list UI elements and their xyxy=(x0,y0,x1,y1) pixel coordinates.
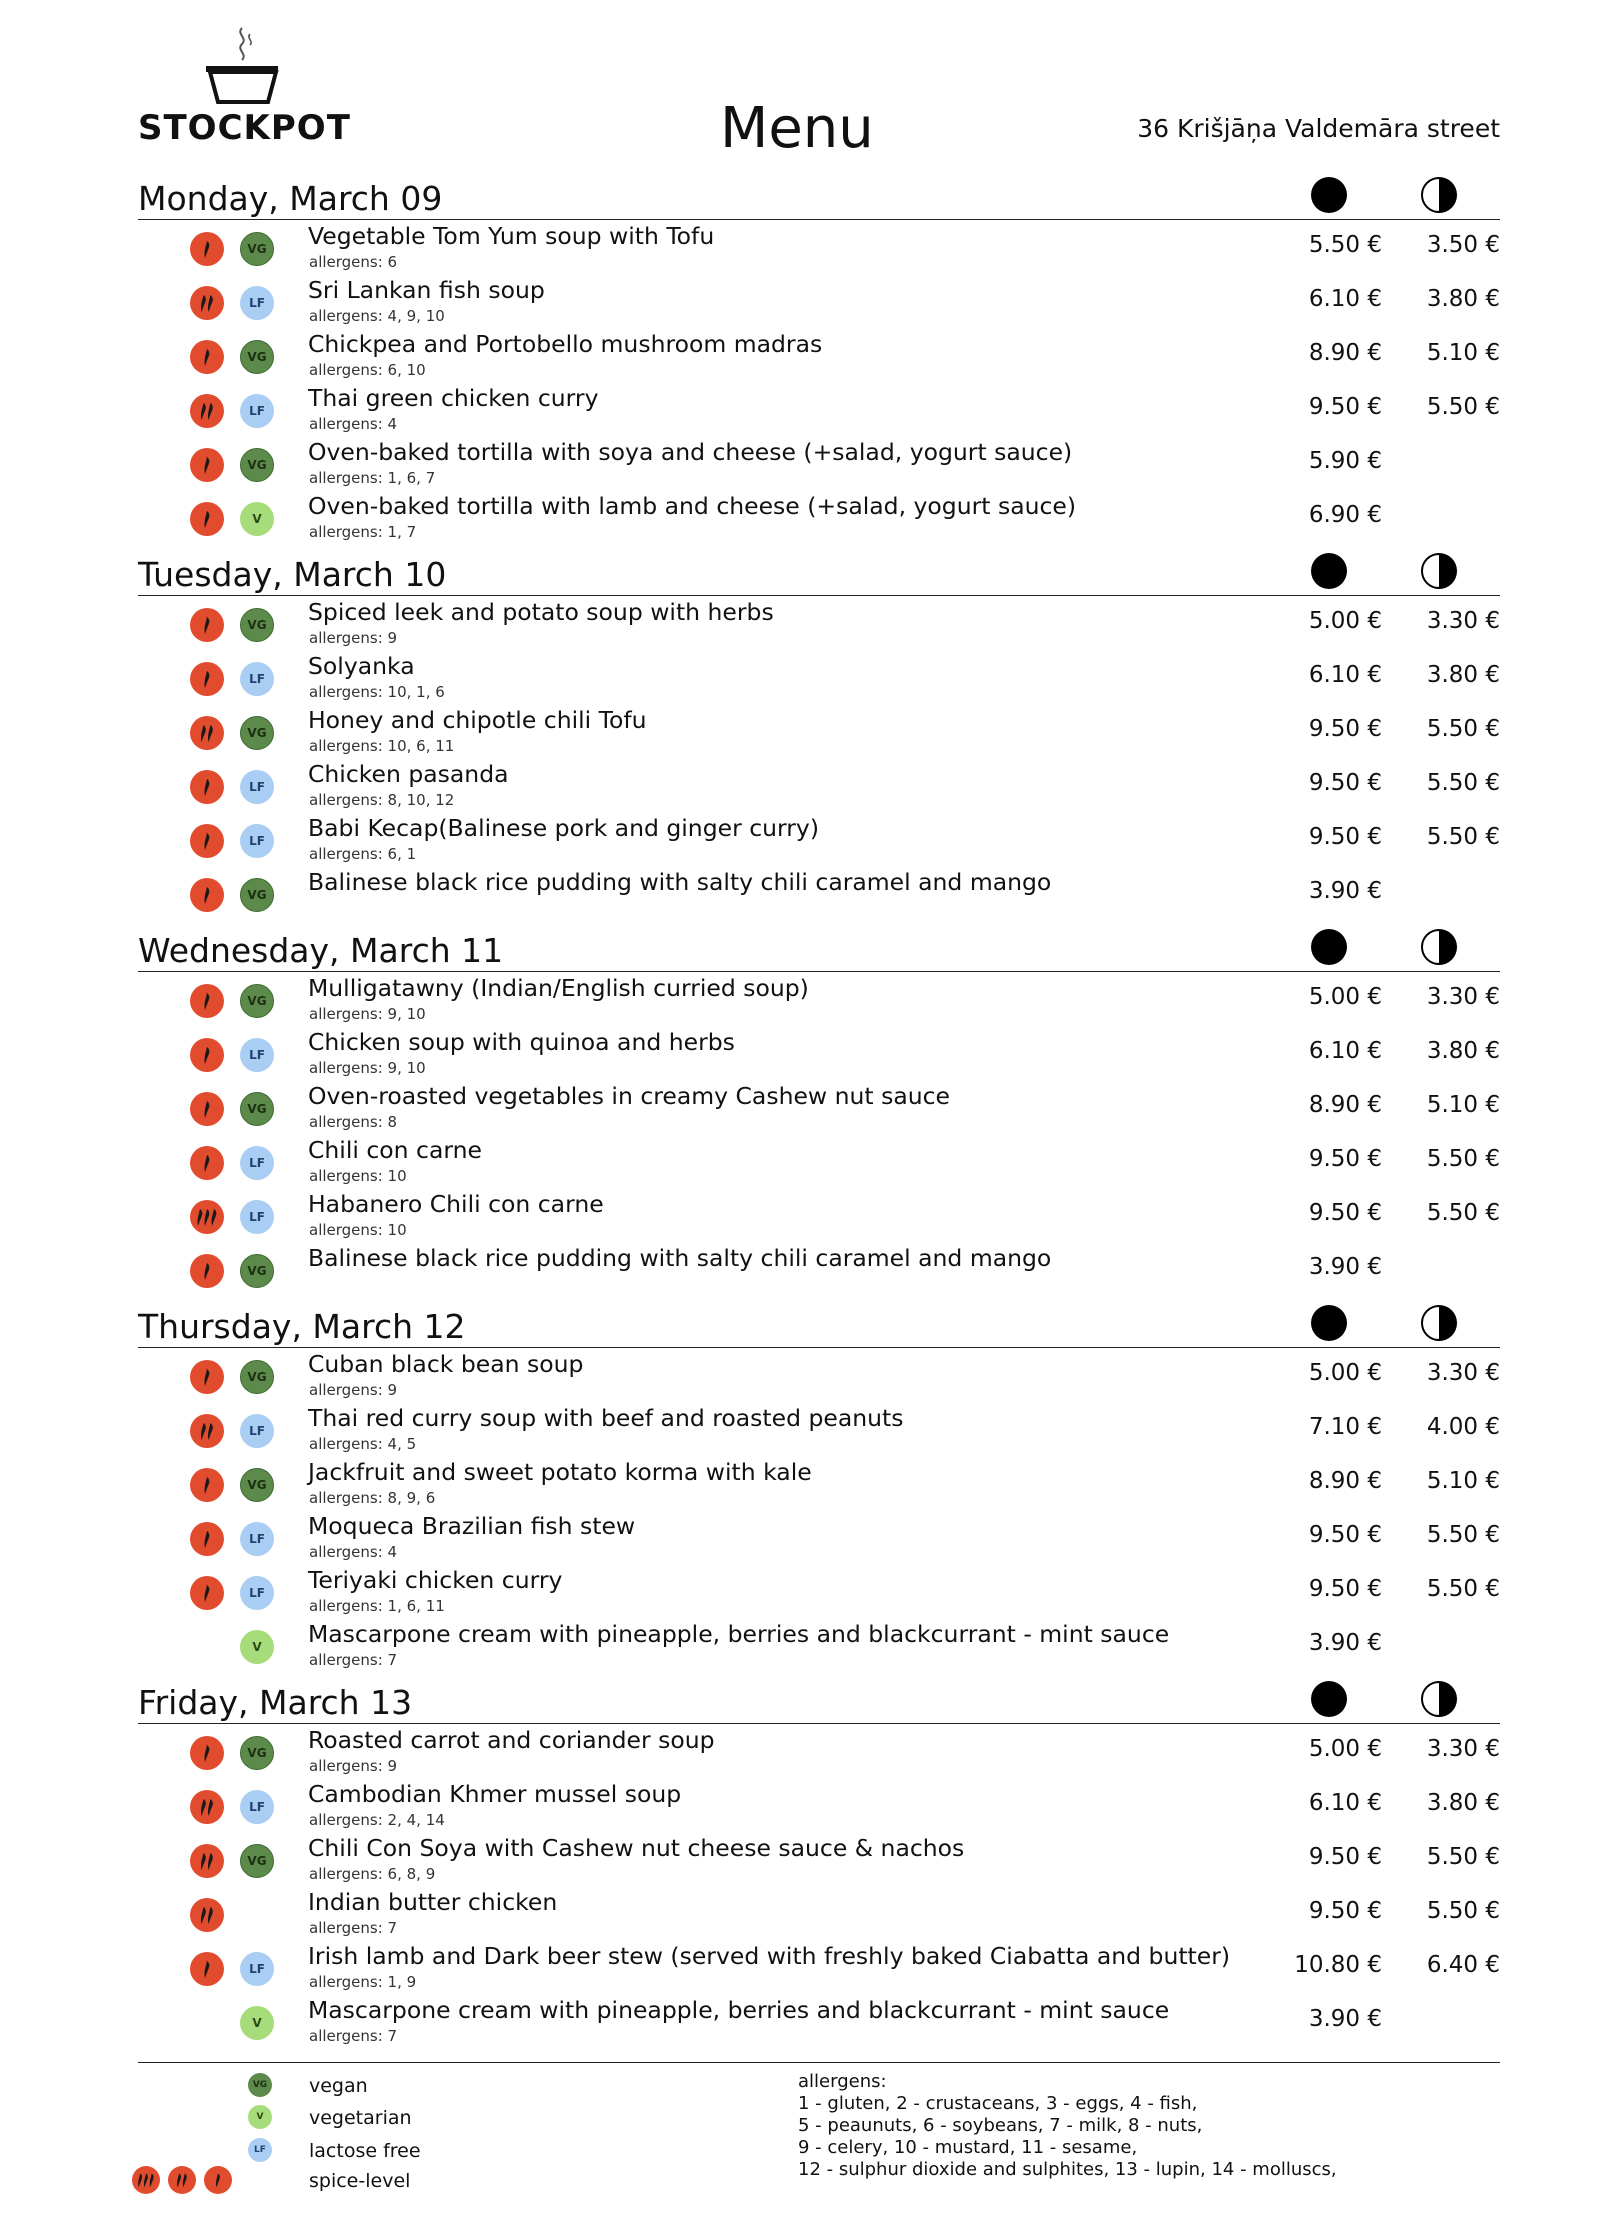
dish-name: Chili Con Soya with Cashew nut cheese sauce & nachos xyxy=(308,1834,965,1862)
chili-pepper-icon xyxy=(190,1468,224,1502)
dish-allergens: allergens: 7 xyxy=(309,1651,398,1669)
lactose-free-badge-icon: LF xyxy=(240,1414,274,1448)
menu-item xyxy=(138,1510,1500,1564)
lactose-free-badge-icon: LF xyxy=(240,1952,274,1986)
dish-name: Oven-baked tortilla with soya and cheese (+salad, yogurt sauce) xyxy=(308,438,1073,466)
chili-pepper-icon xyxy=(190,448,224,482)
price-half-portion: 5.50 € xyxy=(1426,1898,1500,1924)
dish-allergens: allergens: 6, 10 xyxy=(309,361,426,379)
menu-item xyxy=(138,1618,1500,1672)
chili-pepper-icon xyxy=(190,1254,224,1288)
dish-name: Mascarpone cream with pineapple, berries and blackcurrant - mint sauce xyxy=(308,1996,1170,2024)
legend-lactose-free xyxy=(138,2136,538,2166)
allergen-key xyxy=(798,2071,1337,2181)
price-full-portion: 6.10 € xyxy=(1308,1038,1382,1064)
vegan-badge-icon: VG xyxy=(240,1254,274,1288)
price-full-portion: 6.10 € xyxy=(1308,286,1382,312)
lactose-free-badge-icon: LF xyxy=(240,824,274,858)
price-half-portion: 4.00 € xyxy=(1426,1414,1500,1440)
dish-allergens: allergens: 8, 9, 6 xyxy=(309,1489,436,1507)
chili-pepper-icon xyxy=(190,502,224,536)
day-title: Friday, March 13 xyxy=(138,1683,413,1722)
vegan-badge-icon: VG xyxy=(240,232,274,266)
menu-item xyxy=(138,1724,1500,1778)
dish-allergens: allergens: 1, 6, 11 xyxy=(309,1597,445,1615)
vegetarian-badge-icon: V xyxy=(240,2006,274,2040)
menu-item xyxy=(138,1080,1500,1134)
chili-pepper-icon xyxy=(190,608,224,642)
chili-pepper-icon xyxy=(190,1898,224,1932)
chili-pepper-icon xyxy=(190,984,224,1018)
day-section xyxy=(138,165,1500,541)
chili-pepper-icon xyxy=(190,878,224,912)
lactose-free-badge-icon: LF xyxy=(248,2138,272,2162)
dish-name: Irish lamb and Dark beer stew (served with freshly baked Ciabatta and butter) xyxy=(308,1942,1231,1970)
dish-allergens: allergens: 2, 4, 14 xyxy=(309,1811,445,1829)
dish-allergens: allergens: 10, 6, 11 xyxy=(309,737,455,755)
dish-allergens: allergens: 6 xyxy=(309,253,398,271)
chili-pepper-icon xyxy=(190,1522,224,1556)
dish-allergens: allergens: 1, 9 xyxy=(309,1973,417,1991)
chili-pepper-icon xyxy=(190,286,224,320)
dish-name: Cuban black bean soup xyxy=(308,1350,584,1378)
dish-name: Thai green chicken curry xyxy=(308,384,599,412)
menu-item xyxy=(138,1026,1500,1080)
allergen-key-title: allergens: xyxy=(798,2071,887,2092)
half-moon-icon xyxy=(1421,553,1457,589)
chili-pepper-icon xyxy=(190,824,224,858)
full-moon-icon xyxy=(1311,1305,1347,1341)
dish-allergens: allergens: 9, 10 xyxy=(309,1005,426,1023)
dish-allergens: allergens: 1, 6, 7 xyxy=(309,469,436,487)
menu-item xyxy=(138,328,1500,382)
dish-name: Chicken soup with quinoa and herbs xyxy=(308,1028,735,1056)
price-full-portion: 3.90 € xyxy=(1308,878,1382,904)
chili-pepper-icon xyxy=(190,1038,224,1072)
chili-pepper-icon xyxy=(190,1736,224,1770)
vegan-badge-icon: VG xyxy=(240,448,274,482)
menu-item xyxy=(138,1778,1500,1832)
dish-name: Vegetable Tom Yum soup with Tofu xyxy=(308,222,715,250)
full-moon-icon xyxy=(1311,1681,1347,1717)
day-header xyxy=(138,165,1500,220)
legend-vegan-label: vegan xyxy=(309,2075,368,2097)
menu-item xyxy=(138,812,1500,866)
vegan-badge-icon: VG xyxy=(240,1468,274,1502)
menu-item xyxy=(138,866,1500,920)
price-half-portion: 5.50 € xyxy=(1426,1146,1500,1172)
legend-vegan xyxy=(138,2071,538,2101)
dish-allergens: allergens: 4 xyxy=(309,1543,398,1561)
chili-pepper-icon xyxy=(190,662,224,696)
dish-name: Solyanka xyxy=(308,652,415,680)
price-full-portion: 5.90 € xyxy=(1308,448,1382,474)
lactose-free-badge-icon: LF xyxy=(240,394,274,428)
price-full-portion: 9.50 € xyxy=(1308,1898,1382,1924)
chili-pepper-icon xyxy=(190,1576,224,1610)
menu-item xyxy=(138,1886,1500,1940)
half-moon-icon xyxy=(1421,929,1457,965)
price-full-portion: 10.80 € xyxy=(1294,1952,1382,1978)
chili-pepper-icon xyxy=(190,1952,224,1986)
chili-pepper-icon xyxy=(190,1200,224,1234)
dish-allergens: allergens: 7 xyxy=(309,2027,398,2045)
dish-allergens: allergens: 9 xyxy=(309,629,398,647)
dish-name: Mascarpone cream with pineapple, berries and blackcurrant - mint sauce xyxy=(308,1620,1170,1648)
dish-name: Roasted carrot and coriander soup xyxy=(308,1726,715,1754)
allergen-key-line: 5 - peaunuts, 6 - soybeans, 7 - milk, 8 - nuts, xyxy=(798,2115,1203,2136)
price-full-portion: 9.50 € xyxy=(1308,394,1382,420)
half-moon-icon xyxy=(1421,177,1457,213)
legend-vegetarian-label: vegetarian xyxy=(309,2107,412,2129)
price-full-portion: 9.50 € xyxy=(1308,1146,1382,1172)
chili-pepper-icon xyxy=(190,716,224,750)
dish-allergens: allergens: 4, 5 xyxy=(309,1435,417,1453)
price-half-portion: 5.10 € xyxy=(1426,1468,1500,1494)
dish-name: Thai red curry soup with beef and roasted peanuts xyxy=(308,1404,904,1432)
brand-name: STOCKPOT xyxy=(138,108,351,148)
menu-item xyxy=(138,972,1500,1026)
dish-name: Moqueca Brazilian fish stew xyxy=(308,1512,636,1540)
day-title: Wednesday, March 11 xyxy=(138,931,504,970)
lactose-free-badge-icon: LF xyxy=(240,1146,274,1180)
dish-name: Cambodian Khmer mussel soup xyxy=(308,1780,682,1808)
allergen-key-line: 1 - gluten, 2 - crustaceans, 3 - eggs, 4 - fish, xyxy=(798,2093,1198,2114)
price-full-portion: 5.00 € xyxy=(1308,608,1382,634)
dish-name: Oven-roasted vegetables in creamy Cashew nut sauce xyxy=(308,1082,951,1110)
menu-item xyxy=(138,1188,1500,1242)
vegetarian-badge-icon: V xyxy=(240,502,274,536)
full-moon-icon xyxy=(1311,177,1347,213)
dish-name: Honey and chipotle chili Tofu xyxy=(308,706,647,734)
price-full-portion: 5.00 € xyxy=(1308,1360,1382,1386)
dish-allergens: allergens: 10 xyxy=(309,1167,407,1185)
vegan-badge-icon: VG xyxy=(240,1844,274,1878)
price-full-portion: 9.50 € xyxy=(1308,1200,1382,1226)
vegan-badge-icon: VG xyxy=(248,2073,272,2097)
price-full-portion: 9.50 € xyxy=(1308,770,1382,796)
legend-lactose-free-label: lactose free xyxy=(309,2140,421,2162)
price-half-portion: 3.30 € xyxy=(1426,984,1500,1010)
menu-item xyxy=(138,704,1500,758)
dish-name: Babi Kecap(Balinese pork and ginger curry) xyxy=(308,814,820,842)
chili-pepper-icon xyxy=(190,1844,224,1878)
day-header xyxy=(138,1669,1500,1724)
menu-item xyxy=(138,1940,1500,1994)
dish-allergens: allergens: 9 xyxy=(309,1757,398,1775)
price-full-portion: 3.90 € xyxy=(1308,2006,1382,2032)
price-half-portion: 5.50 € xyxy=(1426,770,1500,796)
vegan-badge-icon: VG xyxy=(240,984,274,1018)
page-header xyxy=(0,0,1600,165)
dish-allergens: allergens: 6, 8, 9 xyxy=(309,1865,436,1883)
price-half-portion: 3.30 € xyxy=(1426,1736,1500,1762)
day-section xyxy=(138,541,1500,917)
day-header xyxy=(138,917,1500,972)
chili-pepper-icon xyxy=(168,2166,196,2194)
full-moon-icon xyxy=(1311,553,1347,589)
menu-item xyxy=(138,1832,1500,1886)
dish-name: Sri Lankan fish soup xyxy=(308,276,545,304)
chili-pepper-icon xyxy=(132,2166,160,2194)
price-half-portion: 3.80 € xyxy=(1426,1038,1500,1064)
allergen-key-line: 9 - celery, 10 - mustard, 11 - sesame, xyxy=(798,2137,1138,2158)
price-half-portion: 3.30 € xyxy=(1426,1360,1500,1386)
dish-name: Spiced leek and potato soup with herbs xyxy=(308,598,774,626)
dish-allergens: allergens: 8 xyxy=(309,1113,398,1131)
day-title: Tuesday, March 10 xyxy=(138,555,447,594)
price-half-portion: 5.50 € xyxy=(1426,1844,1500,1870)
spice-level-icons xyxy=(138,2166,298,2196)
day-title: Thursday, March 12 xyxy=(138,1307,466,1346)
lactose-free-badge-icon: LF xyxy=(240,286,274,320)
price-full-portion: 5.00 € xyxy=(1308,1736,1382,1762)
day-title: Monday, March 09 xyxy=(138,179,443,218)
day-header xyxy=(138,1293,1500,1348)
dish-name: Jackfruit and sweet potato korma with kale xyxy=(308,1458,812,1486)
price-half-portion: 5.50 € xyxy=(1426,716,1500,742)
vegan-badge-icon: VG xyxy=(240,340,274,374)
menu-item xyxy=(138,1456,1500,1510)
price-half-portion: 6.40 € xyxy=(1426,1952,1500,1978)
menu-item xyxy=(138,596,1500,650)
vegetarian-badge-icon: V xyxy=(240,1630,274,1664)
price-full-portion: 3.90 € xyxy=(1308,1254,1382,1280)
dish-name: Balinese black rice pudding with salty chili caramel and mango xyxy=(308,1244,1052,1272)
dish-allergens: allergens: 4 xyxy=(309,415,398,433)
menu-item xyxy=(138,220,1500,274)
dish-name: Chickpea and Portobello mushroom madras xyxy=(308,330,823,358)
menu-item xyxy=(138,1242,1500,1296)
menu-item xyxy=(138,274,1500,328)
price-full-portion: 8.90 € xyxy=(1308,1092,1382,1118)
price-half-portion: 5.50 € xyxy=(1426,1522,1500,1548)
price-half-portion: 5.50 € xyxy=(1426,1200,1500,1226)
chili-pepper-icon xyxy=(190,770,224,804)
weekly-menu xyxy=(138,165,1500,2045)
price-half-portion: 5.50 € xyxy=(1426,824,1500,850)
price-half-portion: 3.80 € xyxy=(1426,286,1500,312)
legend-footer xyxy=(138,2062,1500,2213)
price-full-portion: 9.50 € xyxy=(1308,1844,1382,1870)
vegan-badge-icon: VG xyxy=(240,608,274,642)
price-half-portion: 5.50 € xyxy=(1426,1576,1500,1602)
dish-allergens: allergens: 6, 1 xyxy=(309,845,417,863)
lactose-free-badge-icon: LF xyxy=(240,1576,274,1610)
menu-item xyxy=(138,1994,1500,2048)
vegan-badge-icon: VG xyxy=(240,1360,274,1394)
price-full-portion: 6.90 € xyxy=(1308,502,1382,528)
price-full-portion: 5.50 € xyxy=(1308,232,1382,258)
chili-pepper-icon xyxy=(190,232,224,266)
half-moon-icon xyxy=(1421,1305,1457,1341)
dish-allergens: allergens: 9, 10 xyxy=(309,1059,426,1077)
day-header xyxy=(138,541,1500,596)
full-moon-icon xyxy=(1311,929,1347,965)
vegan-badge-icon: VG xyxy=(240,878,274,912)
price-half-portion: 3.80 € xyxy=(1426,662,1500,688)
lactose-free-badge-icon: LF xyxy=(240,662,274,696)
price-half-portion: 5.10 € xyxy=(1426,1092,1500,1118)
lactose-free-badge-icon: LF xyxy=(240,1200,274,1234)
day-section xyxy=(138,917,1500,1293)
dish-allergens: allergens: 9 xyxy=(309,1381,398,1399)
dish-name: Indian butter chicken xyxy=(308,1888,558,1916)
dish-allergens: allergens: 4, 9, 10 xyxy=(309,307,445,325)
menu-item xyxy=(138,436,1500,490)
chili-pepper-icon xyxy=(190,1360,224,1394)
price-half-portion: 5.10 € xyxy=(1426,340,1500,366)
dish-name: Mulligatawny (Indian/English curried soup) xyxy=(308,974,809,1002)
lactose-free-badge-icon: LF xyxy=(240,1038,274,1072)
price-half-portion: 3.50 € xyxy=(1426,232,1500,258)
lactose-free-badge-icon: LF xyxy=(240,770,274,804)
chili-pepper-icon xyxy=(190,1414,224,1448)
menu-item xyxy=(138,1402,1500,1456)
legend-spice-level xyxy=(138,2166,538,2196)
half-moon-icon xyxy=(1421,1681,1457,1717)
menu-item xyxy=(138,1348,1500,1402)
dish-allergens: allergens: 1, 7 xyxy=(309,523,417,541)
price-full-portion: 9.50 € xyxy=(1308,1576,1382,1602)
lactose-free-badge-icon: LF xyxy=(240,1790,274,1824)
dish-name: Oven-baked tortilla with lamb and cheese (+salad, yogurt sauce) xyxy=(308,492,1077,520)
menu-item xyxy=(138,490,1500,544)
page-title: Menu xyxy=(720,96,874,161)
chili-pepper-icon xyxy=(190,1092,224,1126)
price-full-portion: 8.90 € xyxy=(1308,340,1382,366)
chili-pepper-icon xyxy=(204,2166,232,2194)
day-section xyxy=(138,1669,1500,2045)
price-full-portion: 6.10 € xyxy=(1308,662,1382,688)
price-full-portion: 6.10 € xyxy=(1308,1790,1382,1816)
chili-pepper-icon xyxy=(190,1790,224,1824)
price-full-portion: 7.10 € xyxy=(1308,1414,1382,1440)
menu-item xyxy=(138,382,1500,436)
day-section xyxy=(138,1293,1500,1669)
dish-name: Chicken pasanda xyxy=(308,760,509,788)
menu-item xyxy=(138,1564,1500,1618)
legend-spice-label: spice-level xyxy=(309,2170,411,2192)
price-full-portion: 5.00 € xyxy=(1308,984,1382,1010)
vegan-badge-icon: VG xyxy=(240,1736,274,1770)
menu-item xyxy=(138,1134,1500,1188)
price-full-portion: 3.90 € xyxy=(1308,1630,1382,1656)
dish-allergens: allergens: 7 xyxy=(309,1919,398,1937)
dish-name: Teriyaki chicken curry xyxy=(308,1566,563,1594)
menu-item xyxy=(138,758,1500,812)
menu-item xyxy=(138,650,1500,704)
dish-name: Chili con carne xyxy=(308,1136,482,1164)
lactose-free-badge-icon: LF xyxy=(240,1522,274,1556)
price-half-portion: 3.80 € xyxy=(1426,1790,1500,1816)
allergen-key-line: 12 - sulphur dioxide and sulphites, 13 - lupin, 14 - molluscs, xyxy=(798,2159,1337,2180)
price-full-portion: 9.50 € xyxy=(1308,716,1382,742)
dish-name: Balinese black rice pudding with salty chili caramel and mango xyxy=(308,868,1052,896)
price-full-portion: 9.50 € xyxy=(1308,1522,1382,1548)
dish-allergens: allergens: 8, 10, 12 xyxy=(309,791,455,809)
vegetarian-badge-icon: V xyxy=(248,2105,272,2129)
price-full-portion: 9.50 € xyxy=(1308,824,1382,850)
dish-allergens: allergens: 10, 1, 6 xyxy=(309,683,445,701)
restaurant-address: 36 Krišjāņa Valdemāra street xyxy=(1137,114,1500,143)
price-full-portion: 8.90 € xyxy=(1308,1468,1382,1494)
legend-vegetarian xyxy=(138,2103,538,2133)
chili-pepper-icon xyxy=(190,340,224,374)
dish-allergens: allergens: 10 xyxy=(309,1221,407,1239)
vegan-badge-icon: VG xyxy=(240,716,274,750)
dish-name: Habanero Chili con carne xyxy=(308,1190,604,1218)
price-half-portion: 3.30 € xyxy=(1426,608,1500,634)
vegan-badge-icon: VG xyxy=(240,1092,274,1126)
chili-pepper-icon xyxy=(190,394,224,428)
chili-pepper-icon xyxy=(190,1146,224,1180)
price-half-portion: 5.50 € xyxy=(1426,394,1500,420)
